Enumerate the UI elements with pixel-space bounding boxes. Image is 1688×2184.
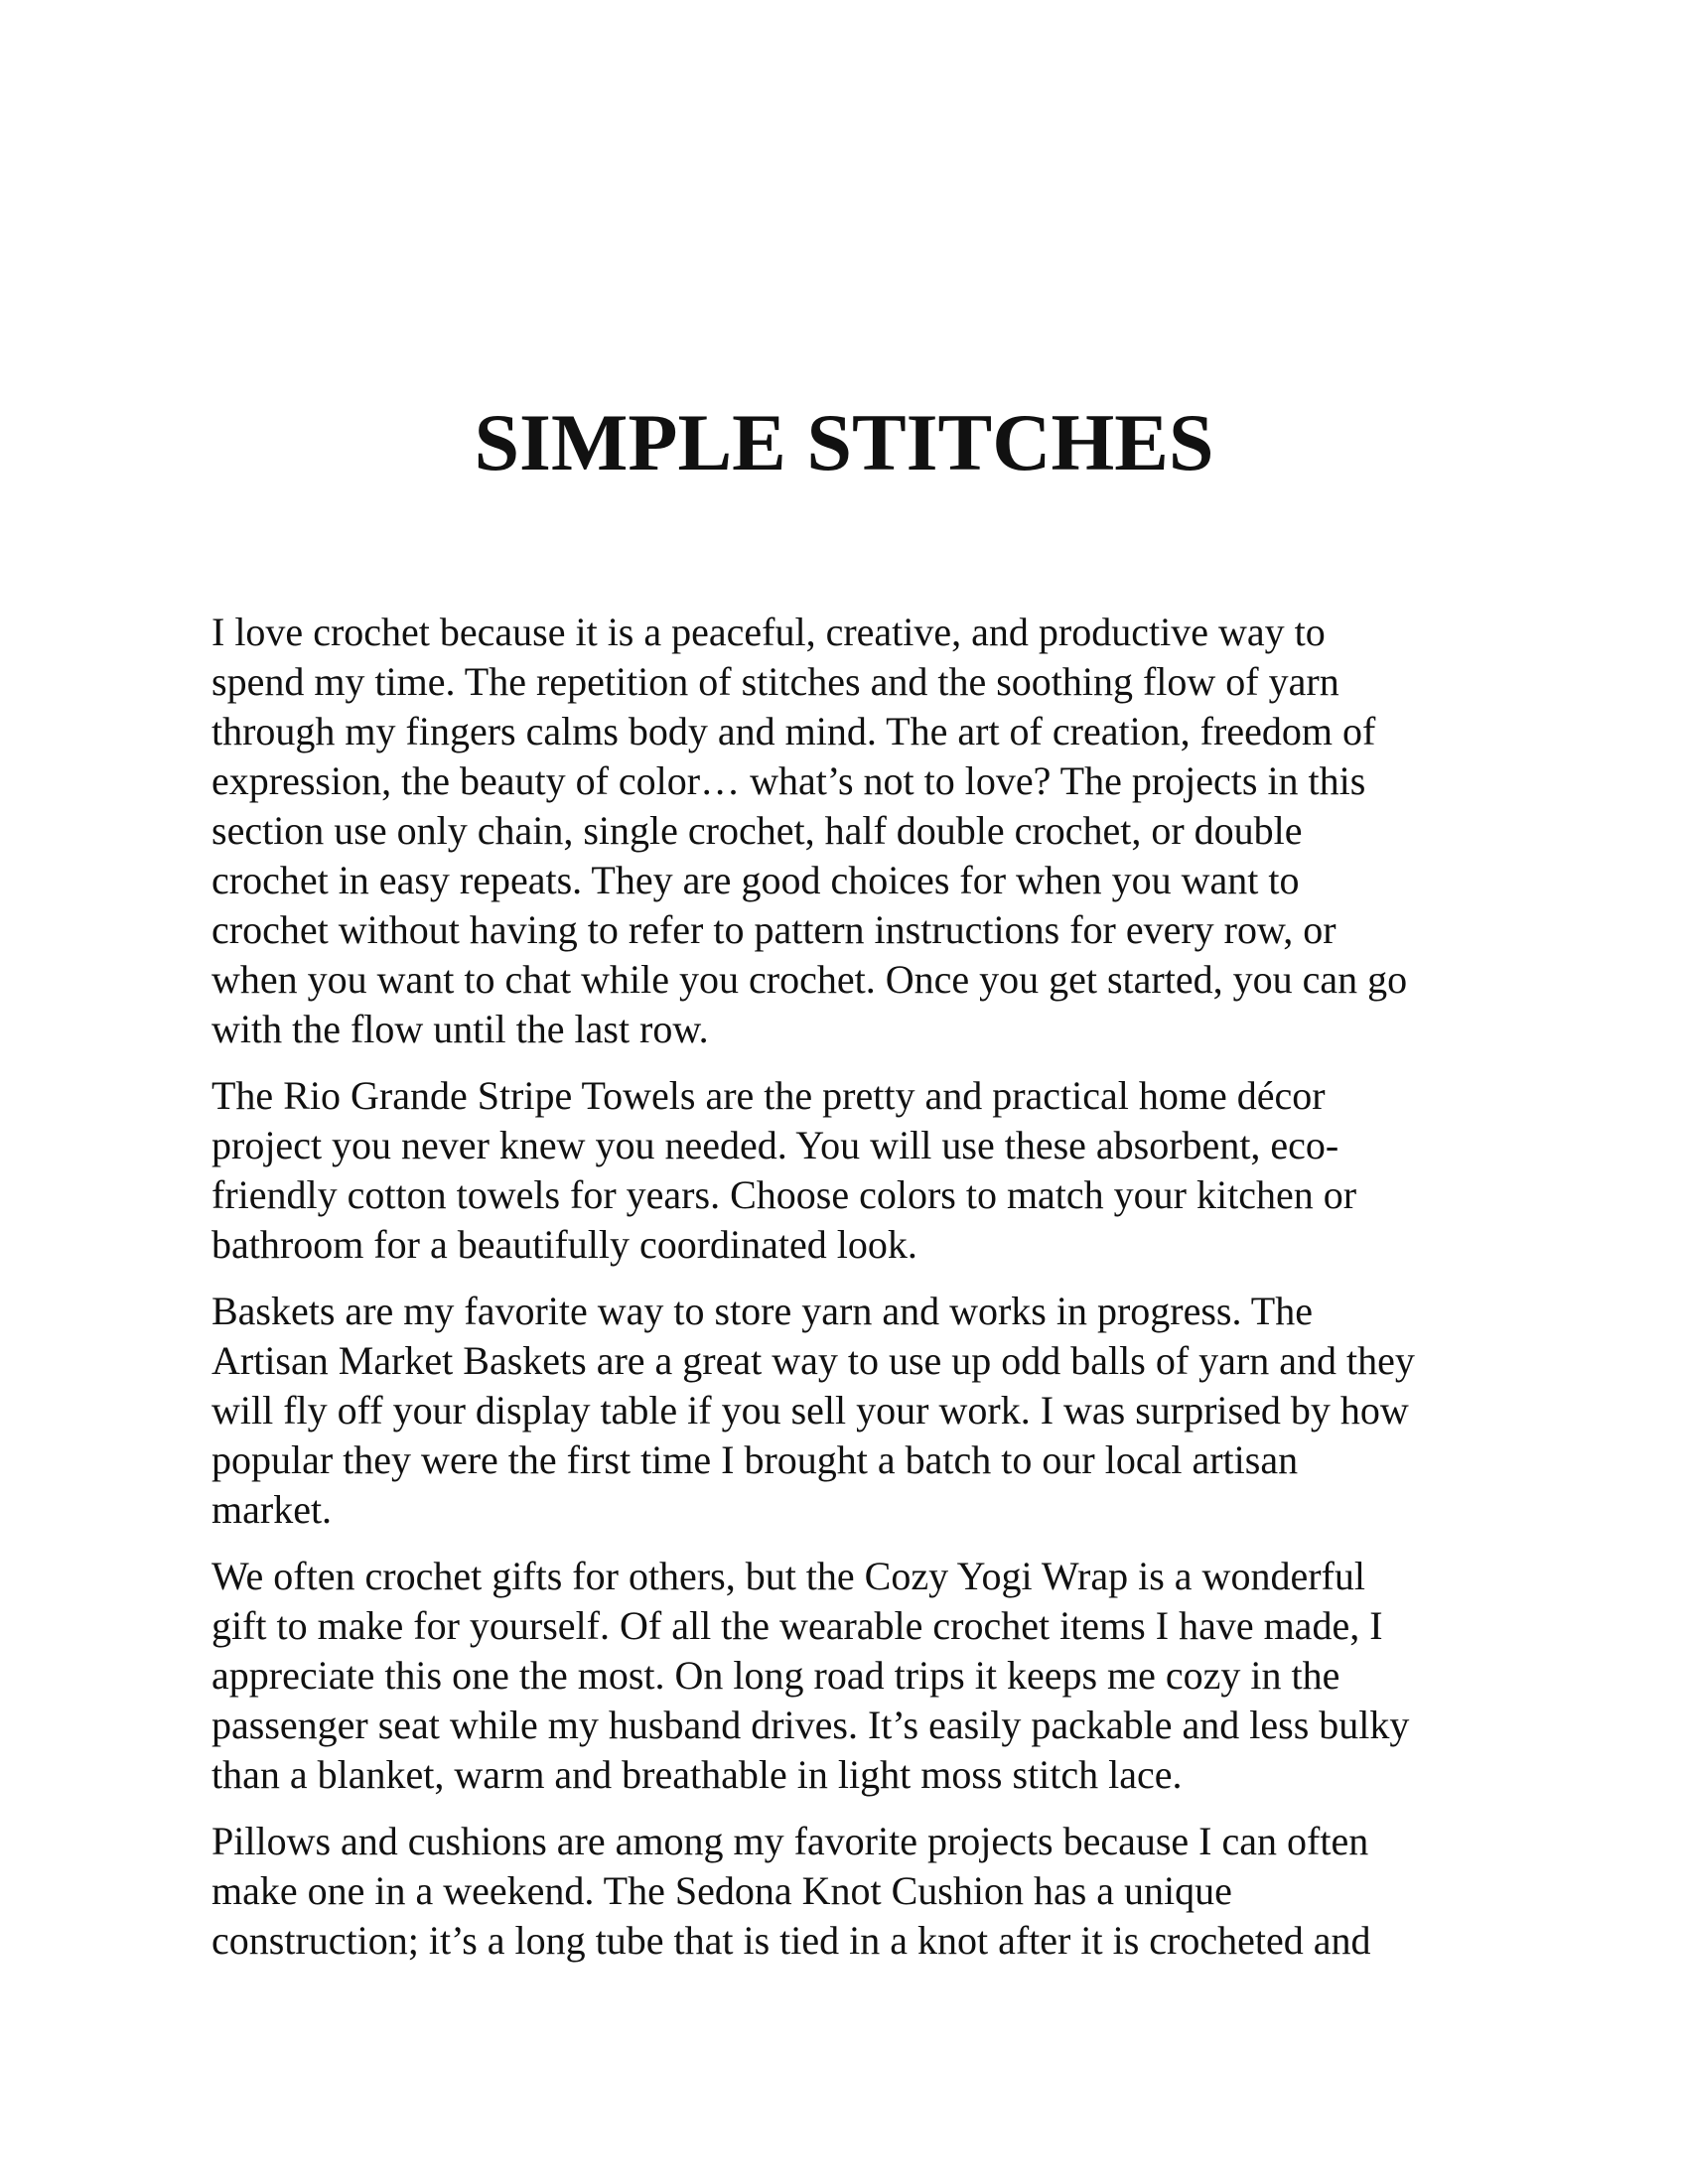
text-line: make one in a weekend. The Sedona Knot Cushion has a unique (211, 1868, 1232, 1913)
text-line: will fly off your display table if you sell your work. I was surprised by how (211, 1388, 1409, 1433)
text-line: appreciate this one the most. On long road trips it keeps me cozy in the (211, 1653, 1340, 1698)
text-line: when you want to chat while you crochet. Once you get started, you can go (211, 957, 1408, 1002)
text-line: passenger seat while my husband drives. It’s easily packable and less bulky (211, 1703, 1410, 1747)
text-line: The Rio Grande Stripe Towels are the pretty and practical home décor (211, 1073, 1326, 1118)
paragraph-intro (211, 608, 1492, 1054)
text-line: crochet without having to refer to pattern instructions for every row, or (211, 907, 1336, 952)
text-line: bathroom for a beautifully coordinated look. (211, 1222, 917, 1267)
paragraph-towels (211, 1071, 1492, 1270)
text-line: Artisan Market Baskets are a great way to use up odd balls of yarn and they (211, 1338, 1415, 1383)
text-line: Baskets are my favorite way to store yarn and works in progress. The (211, 1289, 1313, 1333)
body-text (211, 608, 1492, 1982)
text-line: section use only chain, single crochet, half double crochet, or double (211, 808, 1303, 853)
text-line: Pillows and cushions are among my favorite projects because I can often (211, 1819, 1369, 1863)
page-title: SIMPLE STITCHES (474, 397, 1214, 487)
text-line: expression, the beauty of color… what’s not to love? The projects in this (211, 758, 1366, 803)
paragraph-cushion (211, 1817, 1492, 1966)
text-line: friendly cotton towels for years. Choose colors to match your kitchen or (211, 1172, 1357, 1217)
text-line: crochet in easy repeats. They are good choices for when you want to (211, 858, 1300, 902)
text-line: through my fingers calms body and mind. The art of creation, freedom of (211, 709, 1376, 753)
text-line: market. (211, 1487, 333, 1532)
text-line: construction; it’s a long tube that is tied in a knot after it is crocheted and (211, 1918, 1371, 1963)
text-line: spend my time. The repetition of stitches and the soothing flow of yarn (211, 659, 1339, 704)
text-line: project you never knew you needed. You will use these absorbent, eco- (211, 1123, 1339, 1167)
text-line: than a blanket, warm and breathable in light moss stitch lace. (211, 1752, 1183, 1797)
text-line: popular they were the first time I brought a batch to our local artisan (211, 1437, 1299, 1482)
text-line: with the flow until the last row. (211, 1007, 709, 1051)
paragraph-wrap (211, 1552, 1492, 1800)
text-line: We often crochet gifts for others, but the Cozy Yogi Wrap is a wonderful (211, 1554, 1365, 1598)
paragraph-baskets (211, 1287, 1492, 1535)
text-line: gift to make for yourself. Of all the wearable crochet items I have made, I (211, 1603, 1383, 1648)
text-line: I love crochet because it is a peaceful, creative, and productive way to (211, 610, 1326, 654)
